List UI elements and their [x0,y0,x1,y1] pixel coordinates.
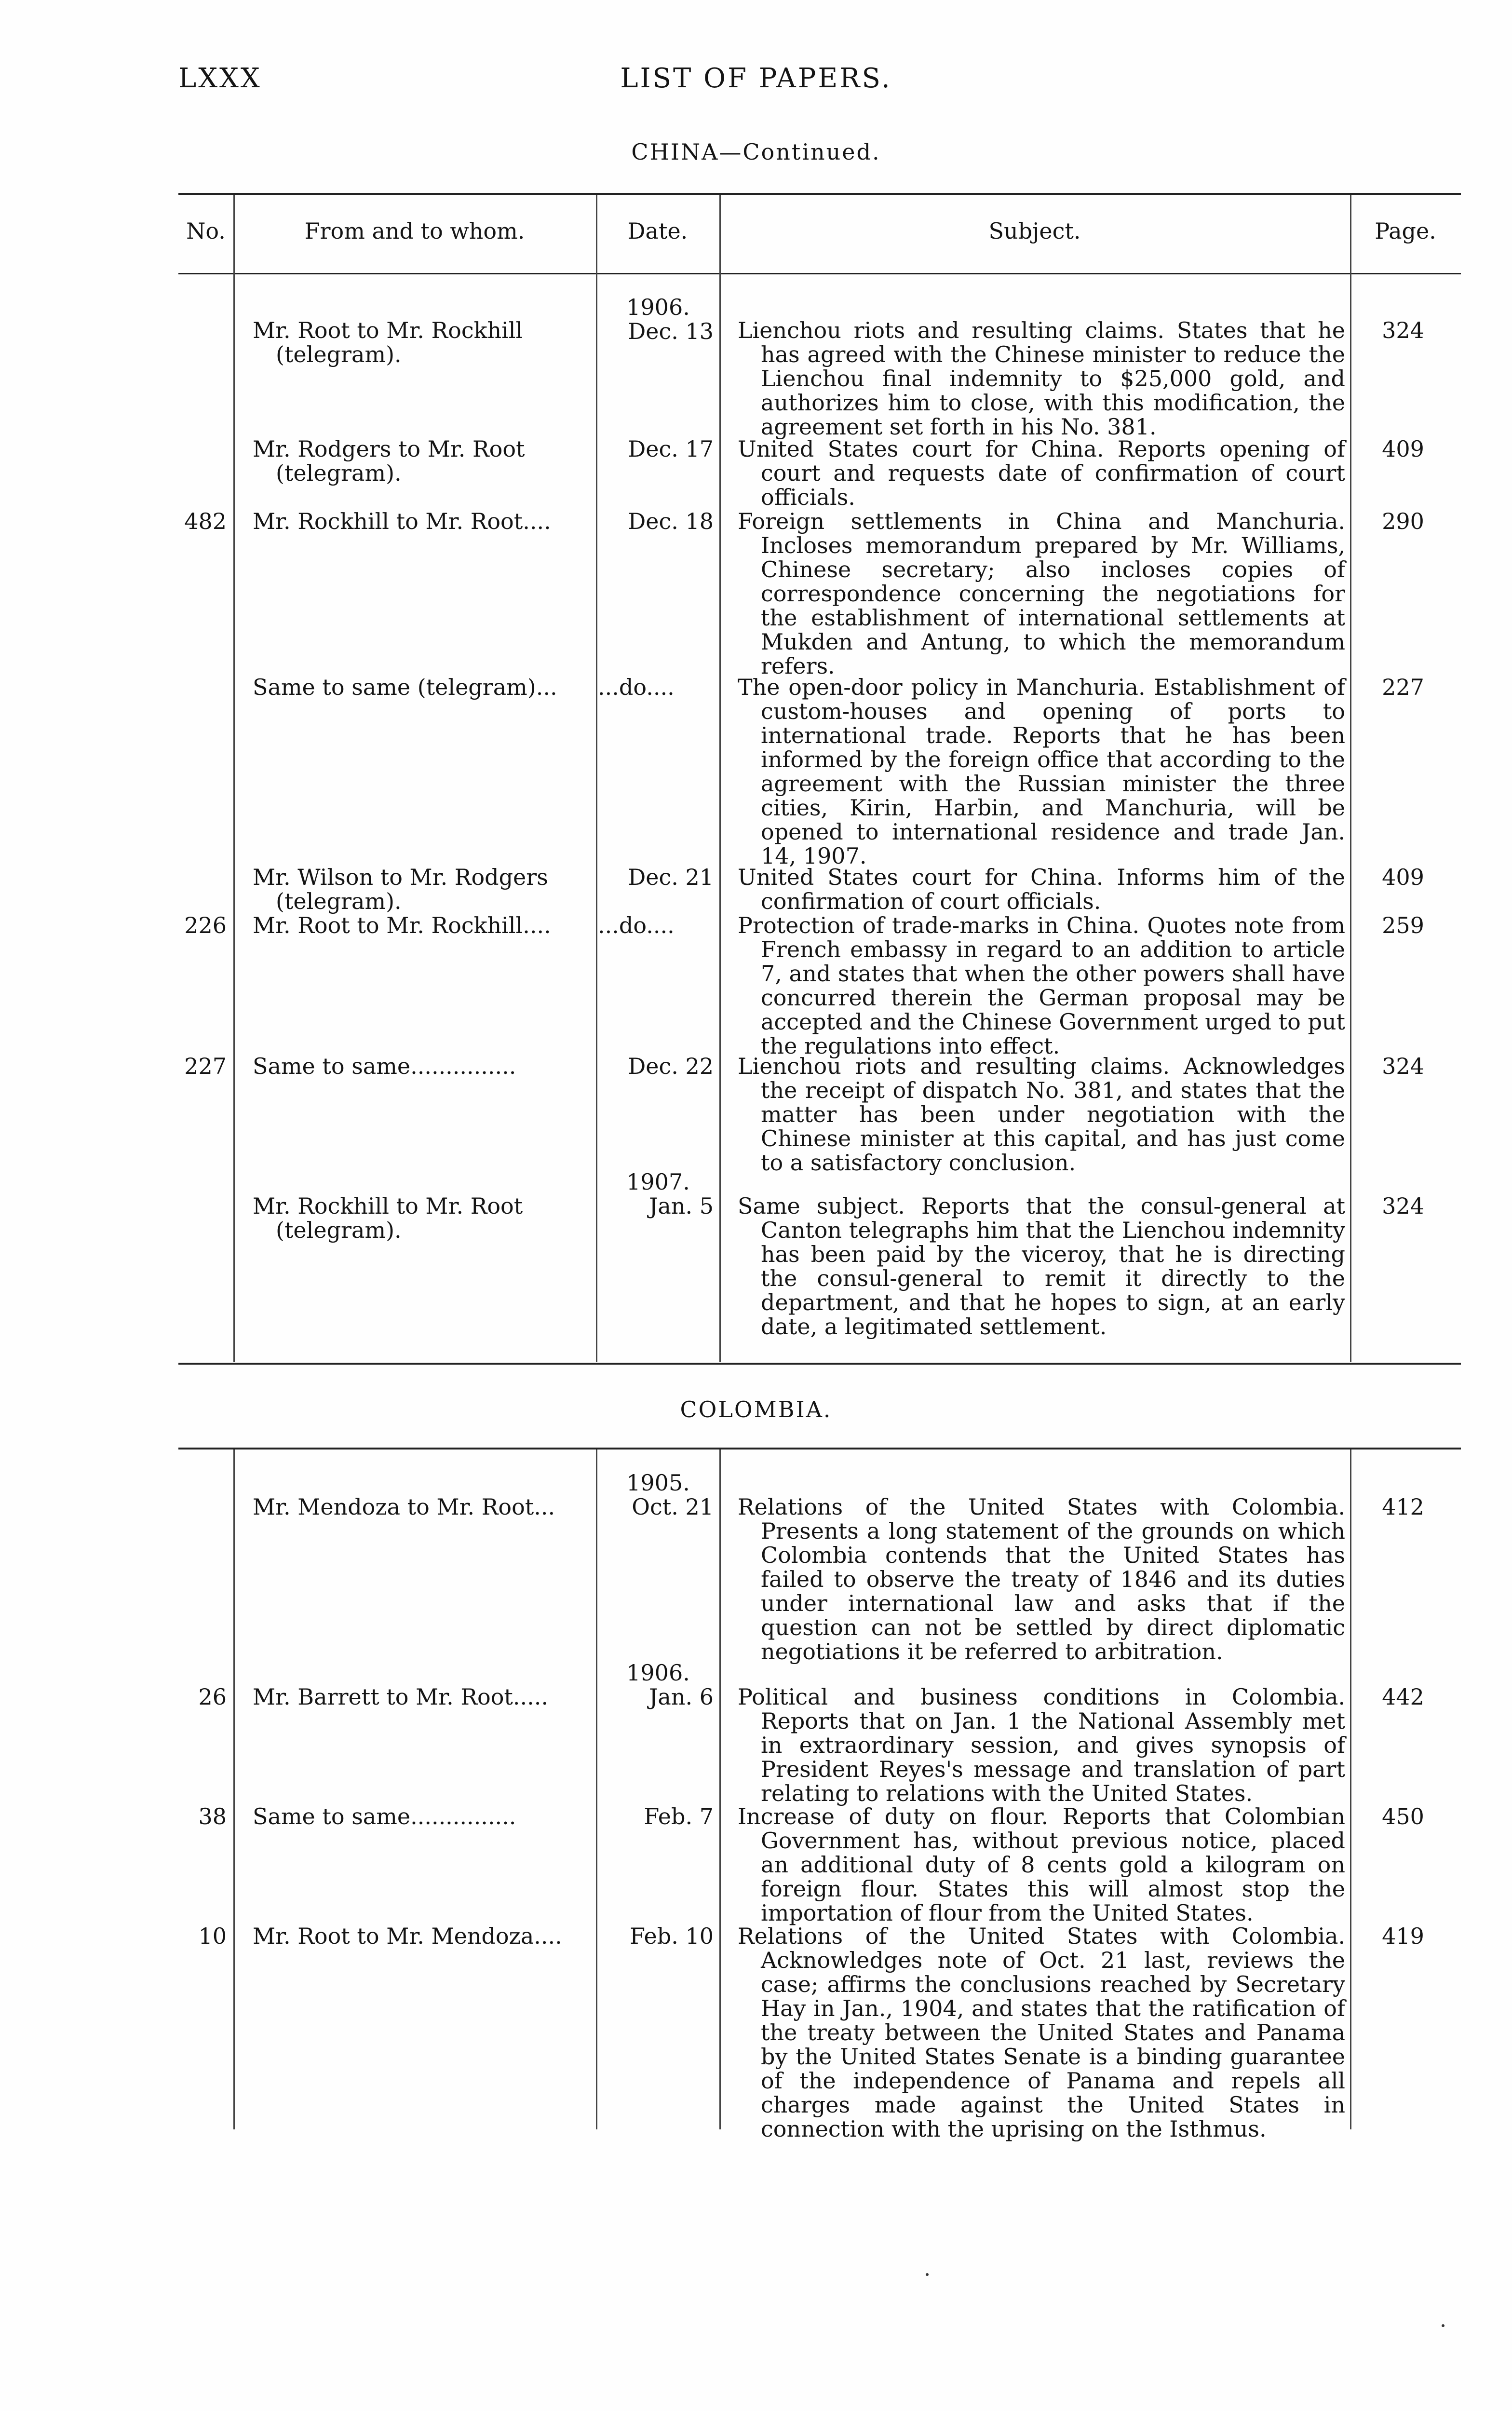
date-value: Oct. 21 [632,1494,714,1520]
from-to: Mr. Barrett to Mr. Root..... [253,1684,549,1710]
date-value: Feb. 10 [630,1923,714,1949]
from-to: Mr. Root to Mr. Rockhill.... [253,912,551,938]
table-top-rule [178,193,1461,195]
row-number: 26 [198,1684,227,1710]
subject: Foreign settlements in China and Manchuria. Incloses memorandum prepared by Mr. Williams, Chinese secretary; also incloses copies of correspondence concerning the negotiations for the establishment of international settlements at Mukden and Antung, to which the memorandum refers. [738,508,1345,679]
subject: Lienchou riots and resulting claims. States that he has agreed with the Chinese minister to reduce the Lienchou final indemnity to $25,000 gold, and authorizes him to close, with this modification, the agreement set forth in his No. 381. [738,317,1345,440]
subject: United States court for China. Reports opening of court and requests date of confirmation of court officials. [738,436,1345,510]
subject: Increase of duty on flour. Reports that Colombian Government has, without previous notice, placed an additional duty of 8 cents gold a kilogram on foreign flour. States this will almost stop the importation of flour from the United States. [738,1803,1345,1926]
column-divider [596,195,597,1362]
column-divider [719,195,721,1362]
column-header-date: Date. [627,218,688,244]
print-speck [1442,2324,1444,2327]
from-to: Mr. Root to Mr. Mendoza.... [253,1923,562,1949]
table-bottom-rule [178,1363,1461,1365]
date-value: Dec. 22 [628,1053,714,1079]
year-label: 1906. [626,1660,690,1686]
column-divider [1350,195,1351,1362]
page-ref: 324 [1382,1193,1424,1219]
from-to: Same to same (telegram)... [253,674,557,700]
subject: Protection of trade-marks in China. Quotes note from French embassy in regard to an addition to article 7, and states that when the other powers shall have concurred therein the German proposal may be accepted and the Chinese Government urged to put the regulations into effect. [738,912,1345,1059]
row-number: 226 [184,912,227,938]
page-ref: 290 [1382,508,1424,534]
date-cell [603,1471,714,1519]
row-number: 38 [198,1803,227,1829]
column-header-from: From and to whom. [304,218,525,244]
subject: Relations of the United States with Colombia. Presents a long statement of the grounds on which Colombia contends that the United States has failed to observe the treaty of 1846 and its duties under international law and asks that if the question can not be settled by direct diplomatic negotiations it be referred to arbitration. [738,1494,1345,1665]
row-number: 482 [184,508,227,534]
print-speck [926,2273,929,2276]
column-header-no: No. [186,218,226,244]
date-cell [603,295,714,343]
from-to: Same to same............... [253,1053,516,1079]
date-value: Dec. 13 [628,318,714,344]
column-divider [719,1449,721,2129]
date-cell [603,1661,714,1709]
from-to: Mr. Rockhill to Mr. Root.... [253,508,551,534]
from-to: Mr. Wilson to Mr. Rodgers (telegram). [253,864,548,914]
date-value: Jan. 5 [648,1193,714,1219]
year-label: 1905. [626,1470,690,1496]
from-to: Mr. Root to Mr. Rockhill (telegram). [253,317,523,367]
page-ref: 227 [1382,674,1424,700]
column-header-page: Page. [1375,218,1436,244]
date-value: ...do.... [598,674,675,700]
column-divider [1350,1449,1351,2129]
row-number: 10 [198,1923,227,1949]
page-ref: 442 [1382,1684,1424,1710]
column-header-subject: Subject. [988,218,1081,244]
date-value: Jan. 6 [648,1684,714,1710]
page-ref: 409 [1382,864,1424,890]
page-ref: 419 [1382,1923,1424,1949]
subject: The open-door policy in Manchuria. Establishment of custom-houses and opening of ports to international trade. Reports that he has been informed by the foreign office that according to the agreement with the Russian minister the three cities, Kirin, Harbin, and Manchuria, will be opened to international residence and trade Jan. 14, 1907. [738,674,1345,869]
subject: United States court for China. Informs him of the confirmation of court officials. [738,864,1345,914]
date-value: ...do.... [598,912,675,938]
from-to: Mr. Rodgers to Mr. Root (telegram). [253,436,525,486]
row-number: 227 [184,1053,227,1079]
table-header-rule [178,273,1461,274]
page-ref: 409 [1382,436,1424,462]
page-ref: 324 [1382,1053,1424,1079]
column-divider [233,1449,235,2129]
column-divider [596,1449,597,2129]
section-title-china: CHINA—Continued. [631,139,881,165]
page-title: LIST OF PAPERS. [620,63,892,94]
subject: Political and business conditions in Colombia. Reports that on Jan. 1 the National Assembly met in extraordinary session, and gives synopsis of President Reyes's message and translation of part relating to relations with the United States. [738,1684,1345,1806]
page-ref: 412 [1382,1494,1424,1520]
page-number: LXXX [178,63,262,94]
section-title-colombia: COLOMBIA. [680,1396,832,1422]
page-ref: 324 [1382,317,1424,343]
date-value: Dec. 18 [628,508,714,534]
table-top-rule [178,1448,1461,1449]
subject: Relations of the United States with Colombia. Acknowledges note of Oct. 21 last, reviews the case; affirms the conclusions reached by Secretary Hay in Jan., 1904, and states that the ratification of the treaty between the United States and Panama by the United States Senate is a binding guarantee of the independence of Panama and repels all charges made against the United States in connection with the uprising on the Isthmus. [738,1923,1345,2142]
date-cell [603,1170,714,1218]
column-divider [233,195,235,1362]
date-value: Feb. 7 [644,1803,714,1829]
year-label: 1906. [626,294,690,320]
from-to: Same to same............... [253,1803,516,1829]
date-value: Dec. 21 [628,864,714,890]
from-to: Mr. Mendoza to Mr. Root... [253,1494,555,1520]
page-ref: 259 [1382,912,1424,938]
subject: Same subject. Reports that the consul-general at Canton telegraphs him that the Lienchou indemnity has been paid by the viceroy, that he is directing the consul-general to remit it directly to the department, and that he hopes to sign, at an early date, a legitimated settlement. [738,1193,1345,1340]
year-label: 1907. [626,1169,690,1195]
subject: Lienchou riots and resulting claims. Acknowledges the receipt of dispatch No. 381, and states that the matter has been under negotiation with the Chinese minister at this capital, and has just come to a satisfactory conclusion. [738,1053,1345,1176]
page-ref: 450 [1382,1803,1424,1829]
date-value: Dec. 17 [628,436,714,462]
from-to: Mr. Rockhill to Mr. Root (telegram). [253,1193,523,1243]
